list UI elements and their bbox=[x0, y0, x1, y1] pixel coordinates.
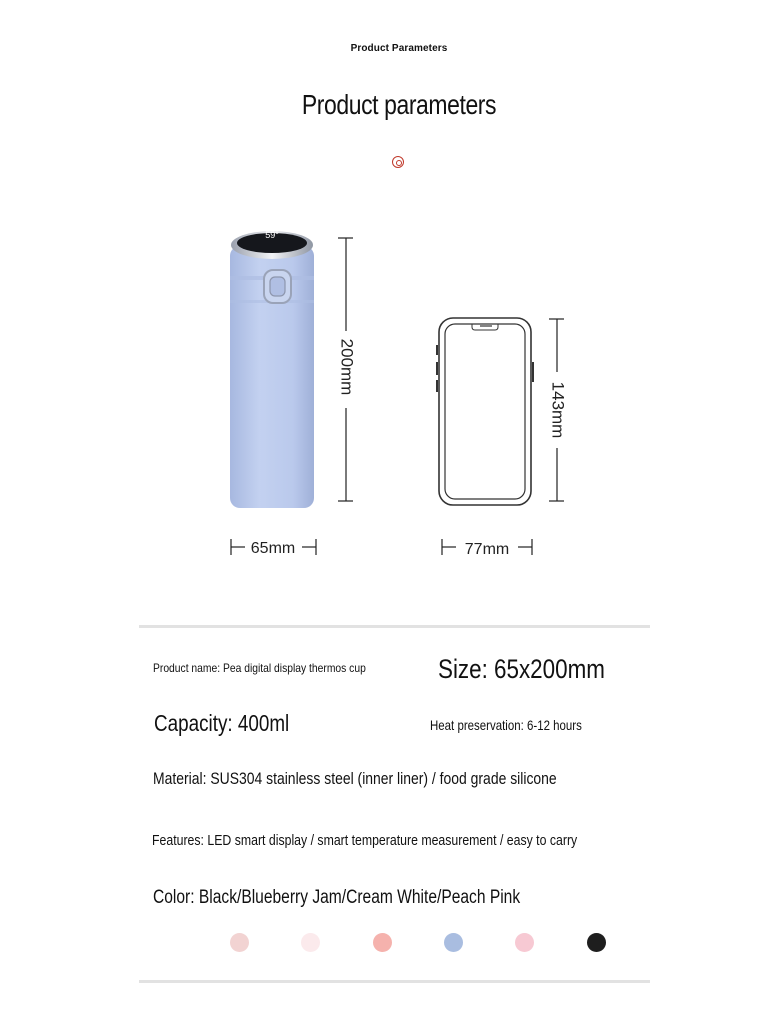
color-text: Color: Black/Blueberry Jam/Cream White/Peach Pink bbox=[153, 887, 521, 908]
cup-width-label: 65mm bbox=[250, 540, 296, 557]
divider-bottom bbox=[139, 980, 650, 983]
color-swatch-4 bbox=[444, 933, 463, 952]
color-swatch-2 bbox=[301, 933, 320, 952]
color-swatch-3 bbox=[373, 933, 392, 952]
page-title: Product parameters bbox=[301, 89, 497, 120]
capacity-text: Capacity: 400ml bbox=[154, 710, 290, 736]
page-heading-small: Product Parameters bbox=[350, 43, 448, 54]
product-name-text: Product name: Pea digital display thermos cup bbox=[153, 661, 366, 675]
phone-height-label: 143mm bbox=[548, 381, 568, 439]
thermos-cup-icon bbox=[230, 230, 314, 508]
heat-preservation-text: Heat preservation: 6-12 hours bbox=[430, 717, 582, 733]
size-text: Size: 65x200mm bbox=[438, 654, 605, 684]
cup-height-label: 200mm bbox=[337, 338, 357, 396]
cup-temperature-display: 59° bbox=[265, 230, 279, 240]
phone-width-label: 77mm bbox=[464, 541, 510, 558]
divider-top bbox=[139, 625, 650, 628]
color-swatch-5 bbox=[515, 933, 534, 952]
material-text: Material: SUS304 stainless steel (inner liner) / food grade silicone bbox=[153, 769, 557, 788]
features-text: Features: LED smart display / smart temperature measurement / easy to carry bbox=[152, 832, 578, 849]
color-swatch-6 bbox=[587, 933, 606, 952]
phone-icon bbox=[437, 318, 533, 505]
color-swatch-1 bbox=[230, 933, 249, 952]
